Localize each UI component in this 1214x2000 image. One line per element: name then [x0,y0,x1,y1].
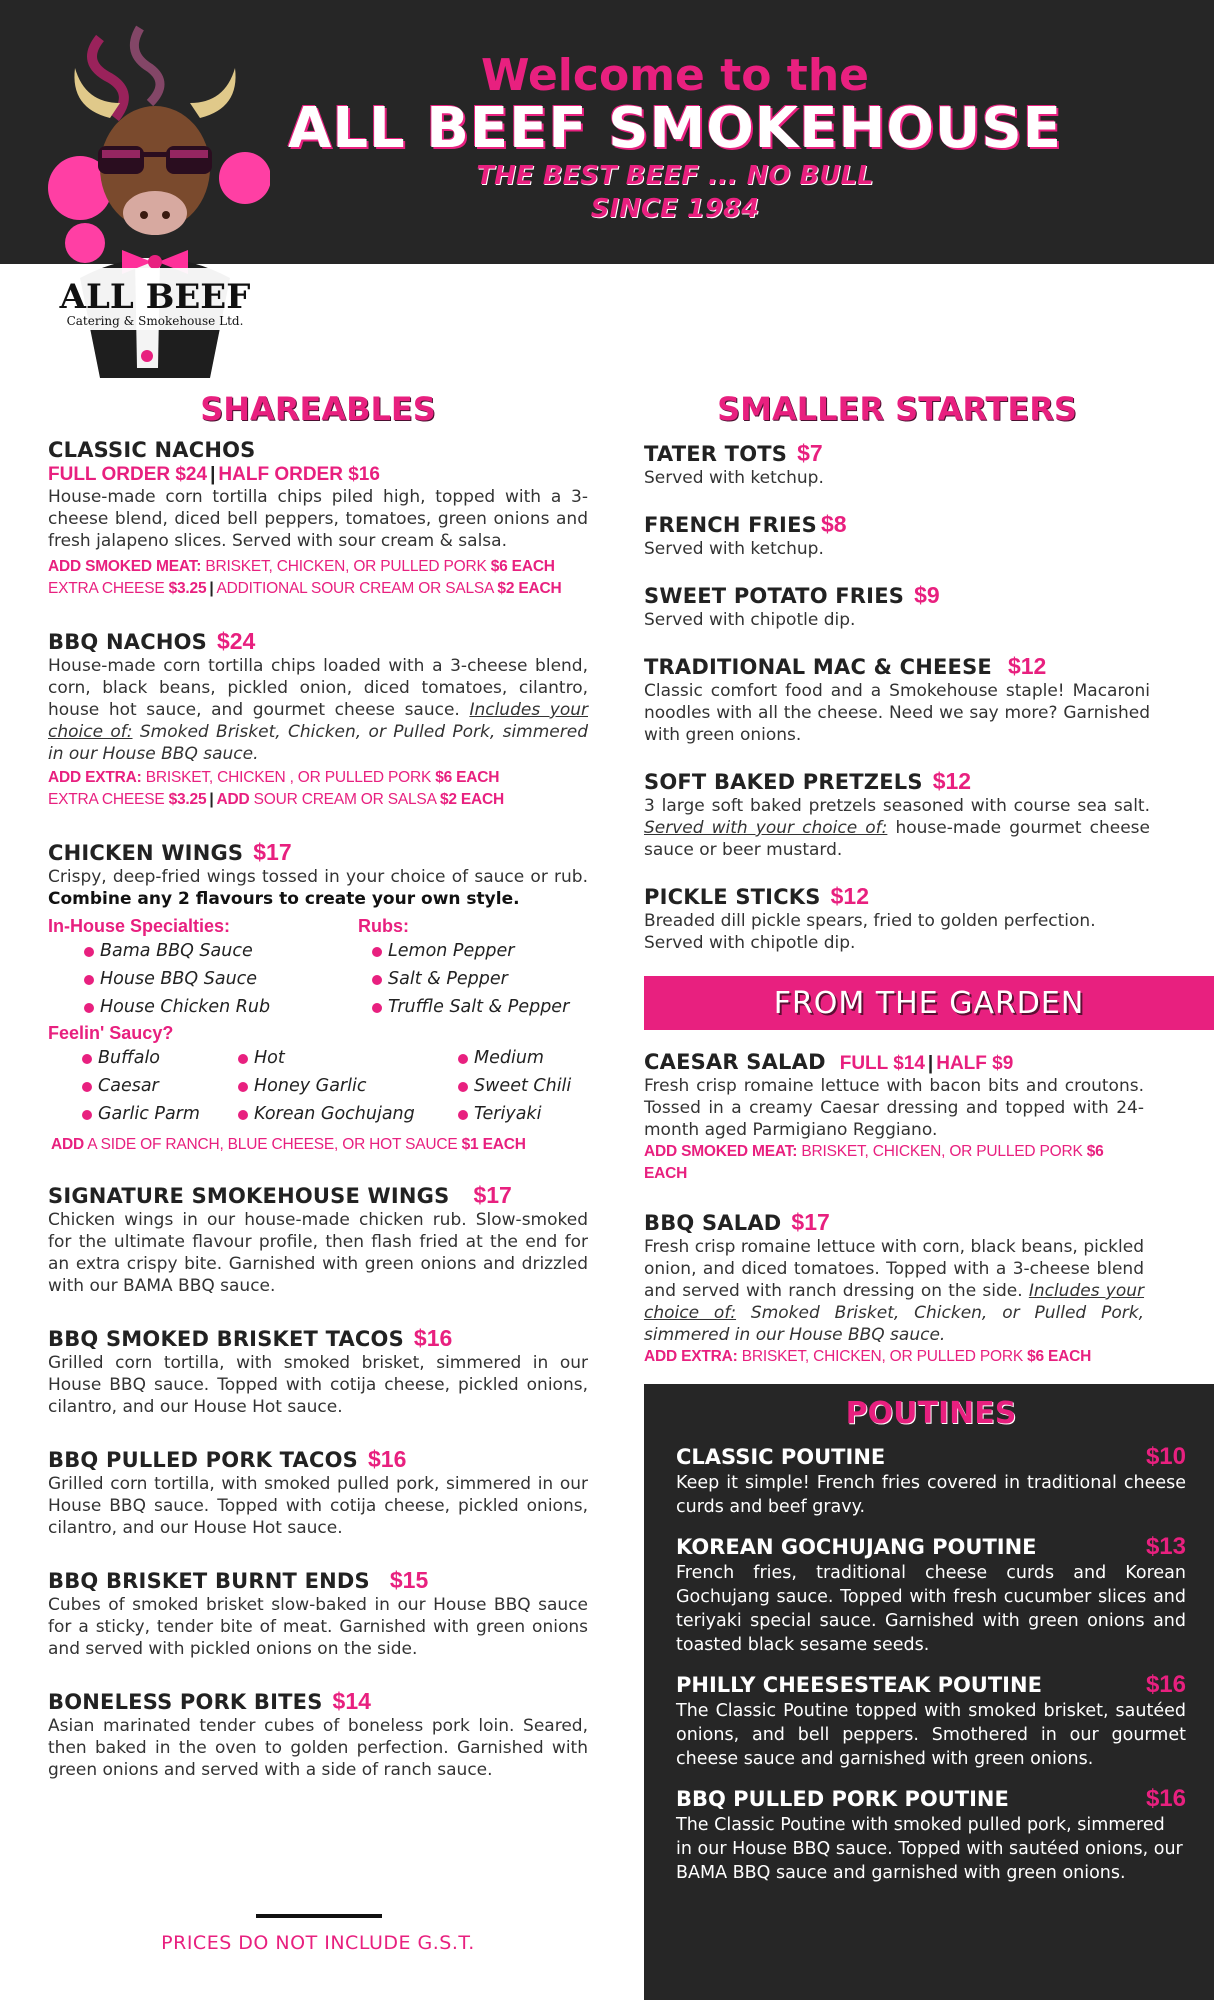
shareables-title: SHAREABLES [200,390,436,428]
menu-item-mac-and-cheese [644,653,1150,746]
item-price: $16 [1145,1671,1186,1698]
from-the-garden-banner: FROM THE GARDEN [644,976,1214,1030]
addon-line [644,1141,1144,1185]
addon-label: ADD [51,1136,84,1153]
item-price: $9 [914,582,940,608]
full-price: FULL $14 [839,1053,925,1074]
order-sizes: FULL ORDER $24 | HALF ORDER $16 [48,464,380,485]
saucy-list-1 [82,1044,238,1128]
addon-label: ADD EXTRA: [48,769,142,786]
desc-bold: Combine any 2 flavours to create your own style. [48,889,520,909]
desc-text: Fresh crisp romaine lettuce with corn, black beans, pickled onion, and diced tomatoes. Topped with a 3-cheese blend and served with ranch dressing on the side. [644,1237,1144,1301]
menu-item-soft-pretzels [644,768,1150,861]
item-name: BBQ SALAD [644,1211,782,1235]
item-description: Grilled corn tortilla, with smoked brisket, simmered in our House BBQ sauce. Topped with cotija cheese, pickled onions, cilantro, and our House Hot sauce. [48,1353,588,1417]
item-name: SIGNATURE SMOKEHOUSE WINGS [48,1184,450,1208]
logo-subtitle-text: Catering & Smokehouse Ltd. [66,314,244,328]
addon-label: ADD [216,791,250,808]
shareables-section [48,390,588,1781]
item-price: $17 [253,839,292,865]
addon-price: $3.25 [168,791,207,808]
item-description [48,655,588,765]
item-price: $15 [389,1567,429,1593]
item-description: Cubes of smoked brisket slow-baked in our House BBQ sauce for a sticky, tender bite of meat. Garnished with green onions and served with pickled onions on the side. [48,1595,588,1659]
item-description [644,795,1150,861]
menu-item-pickle-sticks [644,883,1150,954]
half-order-price: HALF ORDER $16 [218,464,380,485]
flavour-item: Teriyaki [458,1100,571,1128]
flavour-item: Sweet Chili [458,1072,571,1100]
choice-text: Smoked Brisket, Chicken, or Pulled Pork, simmered in our House BBQ sauce. [48,722,588,764]
full-order-price: FULL ORDER $24 [48,464,208,485]
item-description: Breaded dill pickle spears, fried to golden perfection. Served with chipotle dip. [644,911,1096,953]
garden-section [644,1050,1214,1368]
poutines-title: POUTINES [845,1396,1017,1431]
item-price: $16 [413,1325,453,1351]
item-description: Grilled corn tortilla, with smoked pulled pork, simmered in our House BBQ sauce. Topped with cotija cheese, pickled onions, cilantro, and our House Hot sauce. [48,1474,588,1538]
flavour-item: Bama BBQ Sauce [84,937,358,965]
item-price: $12 [1007,653,1047,679]
menu-item-french-fries [644,511,1150,560]
menu-item-tater-tots [644,440,1150,489]
item-description: Served with chipotle dip. [644,610,856,630]
choice-label: Includes your choice of: [644,1281,1145,1323]
choice-label: Served with your choice of: [644,818,888,838]
addon-text: BRISKET, CHICKEN, OR PULLED PORK [737,1348,1028,1365]
choice-label: Includes your choice of: [48,700,588,742]
addon-price: $1 EACH [461,1136,526,1153]
flavour-item: Korean Gochujang [238,1100,458,1128]
saucy-list-3 [458,1044,571,1128]
choice-text: Smoked Brisket, Chicken, or Pulled Pork, simmered in our House BBQ sauce. [644,1303,1144,1345]
menu-item-chicken-wings [48,839,588,1156]
item-name: BBQ NACHOS [48,630,207,654]
addon-line: EXTRA CHEESE $3.25 | ADD SOUR CREAM OR SALSA $2 EACH [48,791,505,808]
addon-price: $6 EACH [1027,1348,1092,1365]
saucy-label: Feelin' Saucy? [48,1023,174,1043]
rubs-label: Rubs: [358,916,409,936]
item-name: BBQ PULLED PORK POUTINE [676,1787,1009,1811]
item-description: Fresh crisp romaine lettuce with bacon bits and croutons. Tossed in a creamy Caesar dressing and topped with 24-month aged Parmigiano Reggiano. [644,1076,1144,1140]
item-description [48,866,588,910]
item-name: TATER TOTS [644,442,788,466]
restaurant-name: ALL BEEF SMOKEHOUSE [288,96,1062,161]
item-description: The Classic Poutine topped with smoked brisket, sautéed onions, and bell peppers. Smothered in our gourmet cheese sauce and garnished with green onions. [676,1701,1186,1769]
flavour-item: Hot [238,1044,458,1072]
item-description [644,1236,1144,1346]
item-description: The Classic Poutine with smoked pulled pork, simmered in our House BBQ sauce. Topped with sautéed onions, our BAMA BBQ sauce and garnished with green onions. [676,1815,1183,1883]
tagline [380,160,970,226]
addon-price: $2 EACH [439,791,505,808]
item-name: BBQ BRISKET BURNT ENDS [48,1569,370,1593]
rubs-list [372,937,569,1021]
item-description: French fries, traditional cheese curds and Korean Gochujang sauce. Topped with fresh cucumber slices and teriyaki special sauce. Garnished with green onions and toasted black sesame seeds. [676,1563,1186,1655]
menu-item-caesar-salad: CAESAR SALAD FULL $14 | HALF $9 Fresh crisp romaine lettuce with bacon bits and croutons. Tossed in a creamy Caesar dressing and topped with 24-month aged Parmigiano Reggiano. ADD SMOKED MEAT: BRISKET, CHICKEN, OR PULLED PORK $6 EACH [644,1050,1144,1185]
addon-text: SOUR CREAM OR SALSA [249,791,440,808]
item-name: BBQ PULLED PORK TACOS [48,1448,359,1472]
addon-text: BRISKET, CHICKEN, OR PULLED PORK [797,1143,1087,1160]
menu-item-pork-bites [48,1688,588,1781]
gst-note: PRICES DO NOT INCLUDE G.S.T. [161,1932,475,1954]
saucy-list-2 [238,1044,458,1128]
item-name: CAESAR SALAD [644,1050,826,1074]
addon-text: A SIDE OF RANCH, BLUE CHEESE, OR HOT SAUCE [83,1136,462,1153]
menu-item-korean-poutine [676,1533,1186,1657]
item-name: BBQ SMOKED BRISKET TACOS [48,1327,404,1351]
menu-item-brisket-tacos [48,1325,588,1418]
addon-text: EXTRA CHEESE [48,580,169,597]
addon-line [48,767,588,789]
item-price: $7 [797,440,823,466]
flavour-item: Caesar [82,1072,238,1100]
flavour-item: Lemon Pepper [372,937,569,965]
desc-text: House-made corn tortilla chips loaded with a 3-cheese blend, corn, black beans, pickled onion, diced tomatoes, cilantro, house hot sauce, and gourmet cheese sauce. [48,656,588,720]
item-name: PICKLE STICKS [644,885,821,909]
inhouse-group [48,916,358,1021]
desc-text: Crispy, deep-fried wings tossed in your choice of sauce or rub. [48,867,588,887]
flavour-item: Honey Garlic [238,1072,458,1100]
item-price: $13 [1145,1533,1186,1560]
item-price: $14 [332,1688,371,1714]
menu-item-classic-poutine [676,1443,1186,1519]
bull-mascot-logo [40,18,270,388]
addon-text: ADDITIONAL SOUR CREAM OR SALSA [216,580,498,597]
menu-item-burnt-ends [48,1567,588,1660]
menu-item-pulled-pork-tacos [48,1446,588,1539]
item-name: KOREAN GOCHUJANG POUTINE [676,1535,1037,1559]
menu-item-bbq-salad [644,1209,1144,1368]
item-description: Asian marinated tender cubes of boneless pork loin. Seared, then baked in the oven to golden perfection. Garnished with green onions and served with a side of ranch sauce. [48,1716,588,1780]
desc-text: 3 large soft baked pretzels seasoned with course sea salt. [644,796,1150,816]
menu-item-classic-nachos [48,438,588,600]
item-name: CLASSIC NACHOS [48,438,256,462]
flavour-item: House BBQ Sauce [84,965,358,993]
item-price: $17 [473,1182,512,1208]
item-name: PHILLY CHEESESTEAK POUTINE [676,1673,1042,1697]
desc-text: house-made gourmet cheese sauce or beer mustard. [644,818,1150,860]
addon-line [48,556,588,578]
tagline-line-1: THE BEST BEEF ... NO BULL [476,161,874,191]
flavour-item: Salt & Pepper [372,965,569,993]
tagline-line-2: SINCE 1984 [590,194,760,224]
flavour-item: House Chicken Rub [84,993,358,1021]
item-name: BONELESS PORK BITES [48,1690,323,1714]
flavour-item: Medium [458,1044,571,1072]
menu-item-signature-wings [48,1182,588,1297]
addon-price: $2 EACH [497,580,562,597]
logo-brand-text: ALL BEEF [59,277,251,317]
item-name: CHICKEN WINGS [48,841,244,865]
saucy-group [48,1044,588,1128]
footer-divider [256,1914,382,1918]
item-name: TRADITIONAL MAC & CHEESE [644,655,992,679]
addon-price: $3.25 [168,580,207,597]
poutines-section [644,1384,1214,2000]
item-price: $12 [830,883,869,909]
flavour-item: Buffalo [82,1044,238,1072]
item-price: $10 [1145,1443,1186,1470]
menu-item-sweet-potato-fries [644,582,1150,631]
wing-flavour-groups [48,916,588,1021]
flavour-item: Garlic Parm [82,1100,238,1128]
addon-line [644,1346,1144,1368]
item-price: $24 [216,628,256,654]
item-description: Served with ketchup. [644,539,824,559]
item-name: FRENCH FRIES [644,513,817,537]
right-column [644,390,1214,1368]
addon-price: $6 EACH [644,1143,1104,1182]
inhouse-list [84,937,358,1021]
flavour-item: Truffle Salt & Pepper [372,993,569,1021]
starters-title: SMALLER STARTERS [717,390,1077,428]
smaller-starters-section [644,390,1214,954]
item-description: Served with ketchup. [644,468,824,488]
addon-text: EXTRA CHEESE [48,791,169,808]
addon-line [51,1134,588,1156]
rubs-group [358,916,569,1021]
item-name: SOFT BAKED PRETZELS [644,770,923,794]
item-description: Keep it simple! French fries covered in traditional cheese curds and beef gravy. [676,1473,1186,1517]
addon-line: EXTRA CHEESE $3.25 | ADDITIONAL SOUR CREAM OR SALSA $2 EACH [48,580,562,597]
addon-price: $6 EACH [435,769,500,786]
item-description: House-made corn tortilla chips piled high, topped with a 3-cheese blend, diced bell peppers, tomatoes, green onions and fresh jalapeno slices. Served with sour cream & salsa. [48,487,588,551]
menu-item-pulled-pork-poutine [676,1785,1186,1885]
item-description: Chicken wings in our house-made chicken rub. Slow-smoked for the ultimate flavour profile, then flash fried at the end for an extra crispy bite. Garnished with green onions and drizzled with our BAMA BBQ sauce. [48,1210,588,1296]
item-description: Classic comfort food and a Smokehouse staple! Macaroni noodles with all the cheese. Need we say more? Garnished with green onions. [644,681,1150,745]
item-name: SWEET POTATO FRIES [644,584,905,608]
menu-item-bbq-nachos [48,628,588,811]
addon-label: ADD EXTRA: [644,1348,738,1365]
addon-price: $6 EACH [490,558,555,575]
addon-label: ADD SMOKED MEAT: [644,1143,798,1160]
item-price: $16 [368,1446,407,1472]
item-name: CLASSIC POUTINE [676,1445,886,1469]
welcome-text: Welcome to the [481,50,869,101]
item-price: $12 [932,768,972,794]
menu-item-philly-poutine [676,1671,1186,1771]
addon-text: BRISKET, CHICKEN , OR PULLED PORK [141,769,436,786]
addon-text: BRISKET, CHICKEN, OR PULLED PORK [201,558,491,575]
item-price: $17 [791,1209,830,1235]
half-price: HALF $9 [936,1053,1014,1074]
inhouse-label: In-House Specialties: [48,916,231,936]
addon-label: ADD SMOKED MEAT: [48,558,202,575]
item-price: $8 [820,511,847,537]
item-price: $16 [1145,1785,1186,1812]
